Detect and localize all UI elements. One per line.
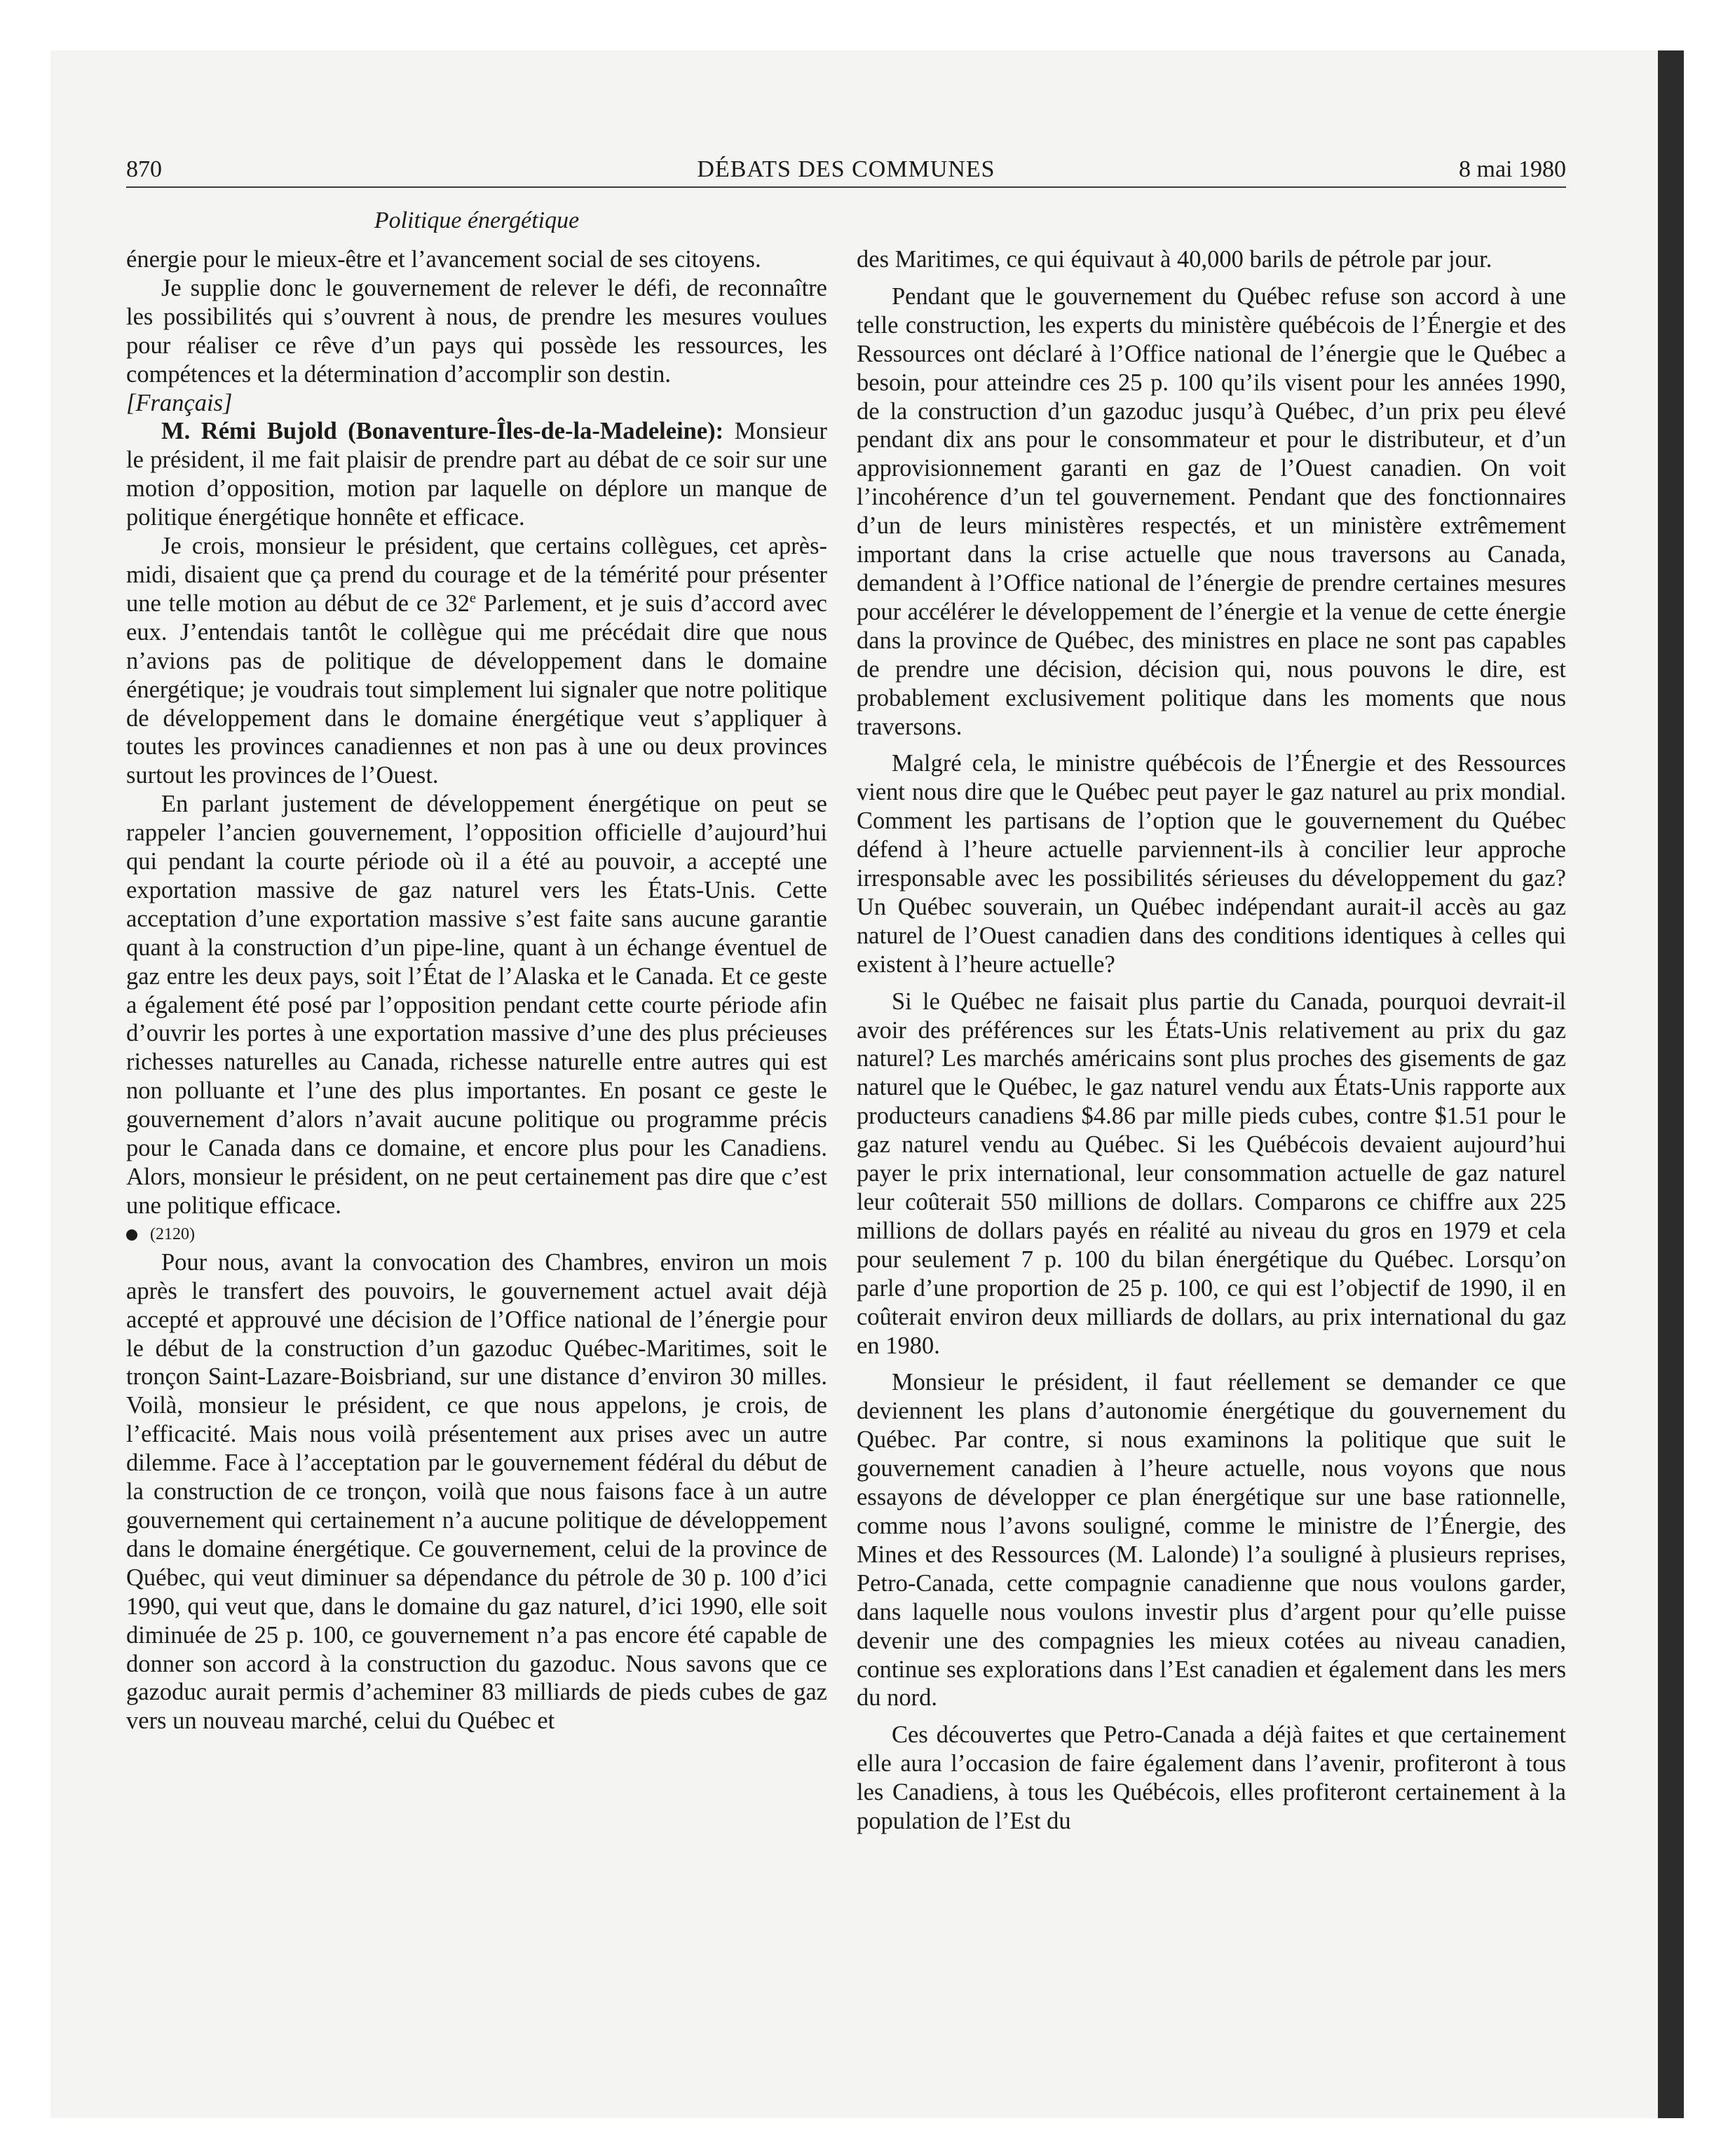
section-subtitle: Politique énergétique <box>374 207 580 233</box>
paragraph: Pendant que le gouvernement du Québec refuse son accord à une telle construction, les experts du ministère québécois de l’Énergie et des Ressources ont déclaré à l’Office national de l’énergie que le Québec a besoin, pour atteindre ces 25 p. 100 qu’ils visent pour les années 1990, de la construction d’un gazoduc jusqu’à Québec, d’un prix peu élevé pendant dix ans pour le consommateur et pour le distributeur, et d’un approvisionnement garanti en gaz de l’Ouest canadien. On voit l’incohérence d’un tel gouvernement. Pendant que des fonctionnaires d’un de leurs ministères respectés, et un ministère extrêmement important dans la crise actuelle que nous traversons au Canada, demandent à l’Office national de l’énergie de prendre certaines mesures pour accélérer le développement de l’énergie et la venue de cette énergie dans la province de Québec, des ministres en place ne sont pas capables de prendre une décision, décision qui, nous pouvons le dire, est probablement exclusivement politique dans les moments que nous traversons. <box>857 282 1566 740</box>
time-marker <box>126 1220 827 1248</box>
bullet-icon <box>126 1229 137 1241</box>
left-column <box>126 245 827 1735</box>
page-header <box>126 156 1566 186</box>
paragraph: Ces découvertes que Petro-Canada a déjà faites et que certainement elle aura l’occasion de faire également dans l’avenir, profiteront à tous les Canadiens, à tous les Québécois, elles profiteront certainement à la population de l’Est du <box>857 1721 1566 1835</box>
paragraph: Je supplie donc le gouvernement de relever le défi, de reconnaître les possibilités qui s’ouvrent à nous, de prendre les mesures voulues pour réaliser ce rêve d’un pays qui possède les ressources, les compétences et la détermination d’accomplir son destin. <box>126 274 827 388</box>
paragraph: énergie pour le mieux-être et l’avancement social de ses citoyens. <box>126 246 761 273</box>
paragraph-text: Parlement, et je suis d’accord avec eux. J’entendais tantôt le collègue qui me précédait dire que nous n’avions pas de politique de développement dans le domaine énergétique; je voudrais tout simplement lui signaler que notre politique de développement dans le domaine énergétique veut s’appliquer à toutes les provinces canadiennes et non pas à une ou deux provinces surtout les provinces de l’Ouest. <box>126 589 827 789</box>
publication-title: DÉBATS DES COMMUNES <box>697 156 995 182</box>
page-date: 8 mai 1980 <box>1459 156 1566 182</box>
paragraph: Malgré cela, le ministre québécois de l’Énergie et des Ressources vient nous dire que le Québec peut payer le gaz naturel au prix mondial. Comment les partisans de l’option que le gouvernement du Québec défend à l’heure actuelle parviennent-ils à concilier leur approche irresponsable avec les possibilités sérieuses du développement du gaz? Un Québec souverain, un Québec indépendant aurait-il accès au gaz naturel de l’Ouest canadien dans des conditions identiques à celles qui existent à l’heure actuelle? <box>857 750 1566 978</box>
paragraph-text: Je crois, monsieur le président, que certains collègues, cet après-midi, disaient que ça prend du courage et de la témérité pour présenter une telle motion au début de ce 32 <box>126 533 827 617</box>
paragraph: des Maritimes, ce qui équivaut à 40,000 barils de pétrole par jour. <box>857 246 1492 273</box>
scan-edge-bar <box>1658 50 1684 2118</box>
header-divider <box>126 186 1566 188</box>
paragraph: Si le Québec ne faisait plus partie du Canada, pourquoi devrait-il avoir des préférences sur les États-Unis relativement au prix du gaz naturel? Les marchés américains sont plus proches des gisements de gaz naturel que le Québec, le gaz naturel vendu aux États-Unis rapporte aux producteurs canadiens $4.86 par mille pieds cubes, contre $1.51 pour le gaz naturel vendu au Québec. Si les Québécois devaient aujourd’hui payer le prix international, leur consommation actuelle de gaz naturel leur coûterait 550 millions de dollars. Comparons ce chiffre aux 225 millions de dollars payés en réalité au niveau du gros en 1979 et cela pour seulement 7 p. 100 du bilan énergétique du Québec. Lorsqu’on parle d’une proportion de 25 p. 100, ce qui est l’objectif de 1990, il en coûterait environ deux milliards de dollars, au prix international du gaz en 1980. <box>857 988 1566 1359</box>
language-tag: [Français] <box>126 389 233 416</box>
paragraph: Pour nous, avant la convocation des Chambres, environ un mois après le transfert des pouvoirs, le gouvernement actuel avait déjà accepté et approuvé une décision de l’Office national de l’énergie pour le début de la construction d’un gazoduc Québec-Maritimes, soit le tronçon Saint-Lazare-Boisbriand, sur une distance d’environ 30 milles. Voilà, monsieur le président, ce que nous appelons, je crois, de l’efficacité. Mais nous voilà présentement aux prises avec un autre dilemme. Face à l’acceptation par le gouvernement fédéral du début de la construction de ce tronçon, voilà que nous faisons face à un autre gouvernement qui certainement n’a aucune politique de développement dans le domaine énergétique. Ce gouvernement, celui de la province de Québec, qui veut diminuer sa dépendance du pétrole de 30 p. 100 d’ici 1990, qui veut que, dans le domaine du gaz naturel, d’ici 1990, elle soit diminuée de 25 p. 100, ce gouvernement n’a pas encore été capable de donner son accord à la construction du gazoduc. Nous savons que ce gazoduc aurait permis d’acheminer 83 milliards de pieds cubes de gaz vers un nouveau marché, celui du Québec et <box>126 1248 827 1735</box>
right-column <box>857 245 1566 1844</box>
speaker-paragraph <box>126 417 827 532</box>
paragraph <box>126 532 827 790</box>
superscript: e <box>469 590 477 606</box>
speech-text: Monsieur le président, il me fait plaisir de prendre part au débat de ce soir sur une motion d’opposition, motion par laquelle on déplore un manque de politique énergétique honnête et efficace. <box>126 418 827 531</box>
paragraph: Monsieur le président, il faut réellement se demander ce que deviennent les plans d’autonomie énergétique du gouvernement du Québec. Par contre, si nous examinons la politique que suit le gouvernement canadien à l’heure actuelle, nous voyons que nous essayons de développer ce plan énergétique sur une base rationnelle, comme nous l’avons souligné, comme le ministre de l’Énergie, des Mines et des Ressources (M. Lalonde) l’a souligné à plusieurs reprises, Petro-Canada, cette compagnie canadienne que nous voulons garder, dans laquelle nous voulons investir plus d’argent pour qu’elle puisse devenir une des compagnies les mieux cotées au niveau canadien, continue ses explorations dans l’Est canadien et également dans les mers du nord. <box>857 1369 1566 1712</box>
page-number: 870 <box>126 156 162 182</box>
time-marker-label: (2120) <box>150 1224 195 1243</box>
paragraph: En parlant justement de développement énergétique on peut se rappeler l’ancien gouvernement, l’opposition officielle d’aujourd’hui qui pendant la courte période où il a été au pouvoir, a accepté une exportation massive de gaz naturel vers les États-Unis. Cette acceptation d’une exportation massive s’est faite sans aucune garantie quant à la construction d’un pipe-line, quant à un échange éventuel de gaz entre les deux pays, soit l’État de l’Alaska et le Canada. Et ce geste a également été posé par l’opposition pendant cette courte période afin d’ouvrir les portes à une exportation massive d’une des plus précieuses richesses naturelles au Canada, richesse naturelle entre autres qui est non polluante et l’une des plus importantes. En posant ce geste le gouvernement d’alors n’avait aucune politique ou programme précis pour le Canada dans ce domaine, et encore plus pour les Canadiens. Alors, monsieur le président, on ne peut certainement pas dire que c’est une politique efficace. <box>126 791 827 1219</box>
speaker-name: M. Rémi Bujold (Bonaventure-Îles-de-la-Madeleine): <box>161 418 724 445</box>
